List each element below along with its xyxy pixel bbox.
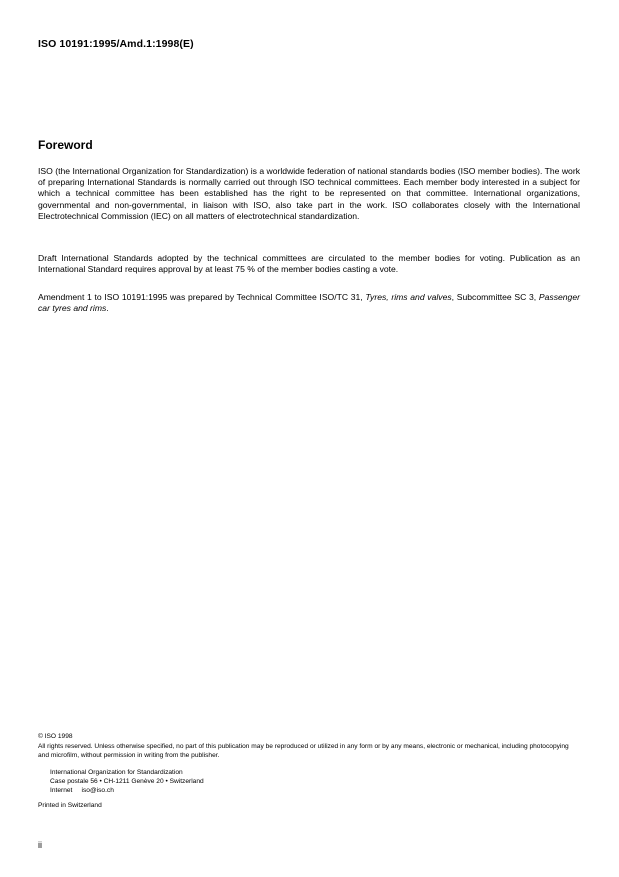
p3-text-1: Amendment 1 to ISO 10191:1995 was prepared by Technical Committee ISO/TC 31, <box>38 292 366 302</box>
page-number: ii <box>38 840 42 850</box>
foreword-paragraph-2: Draft International Standards adopted by the technical committees are circulated to the member bodies for voting. Publication as an International Standard requires approval by at least 75 % of the member bodies casting a vote. <box>38 253 580 275</box>
org-name: International Organization for Standardization <box>50 769 183 776</box>
document-id: ISO 10191:1995/Amd.1:1998(E) <box>38 38 194 50</box>
copyright-notice: © ISO 1998 <box>38 733 73 740</box>
internet-email[interactable]: iso@iso.ch <box>81 787 114 794</box>
foreword-heading: Foreword <box>38 138 93 152</box>
subcommittee-title: Passenger car tyres and rims <box>38 292 580 314</box>
rights-statement: All rights reserved. Unless otherwise specified, no part of this publication may be reproduced or utilized in any form or by any means, electronic or mechanical, including photocopying and microfilm, without permission in writing from the publisher. <box>38 743 569 759</box>
printed-in: Printed in Switzerland <box>38 802 102 809</box>
internet-line <box>50 786 204 795</box>
postal-address: Case postale 56 • CH-1211 Genève 20 • Switzerland <box>50 778 204 785</box>
p3-text-2: , Subcommittee SC 3, <box>451 292 539 302</box>
internet-label: Internet <box>50 787 73 794</box>
p3-text-3: . <box>106 303 109 314</box>
publisher-address <box>50 768 204 795</box>
foreword-paragraph-3 <box>38 292 580 314</box>
committee-title: Tyres, rims and valves <box>365 292 452 302</box>
foreword-paragraph-1: ISO (the International Organization for Standardization) is a worldwide federation of national standards bodies (ISO member bodies). The work of preparing International Standards is normally carried out through ISO technical committees. Each member body interested in a subject for which a technical committee has been established has the right to be represented on that committee. International organizations, governmental and non-governmental, in liaison with ISO, also take part in the work. ISO collaborates closely with the International Electrotechnical Commission (IEC) on all matters of electrotechnical standardization. <box>38 166 580 221</box>
